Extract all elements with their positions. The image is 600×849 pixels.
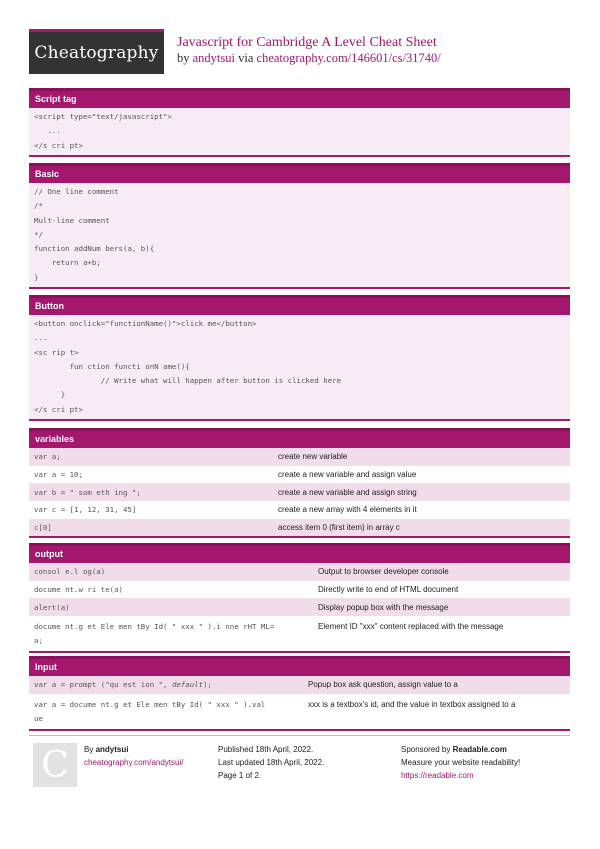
author-avatar[interactable]: C [33,743,77,787]
section-body [29,315,570,421]
description-cell: create a new variable and assign string [278,487,417,497]
code-line: <button onclick="functionName()">click me</button> [34,319,257,328]
by-label: By [84,745,94,754]
code-line: ... [34,126,61,136]
author-link[interactable]: andytsui [192,51,235,65]
table-row [29,519,570,537]
code-line: <script type="text/javascript"> [34,112,172,121]
sponsor-name[interactable]: Readable.com [452,745,507,754]
sponsor-tagline: Measure your website readability! [401,758,521,767]
table-row [29,581,570,599]
section-title: variables [29,428,570,448]
code-line: } [34,272,39,282]
page-number: Page 1 of 2. [218,771,262,780]
section-body [29,448,570,538]
description-cell: create new variable [278,452,348,462]
code-cell: docume nt.w ri te(a) [34,585,123,595]
section-title: Input [29,656,570,676]
table-row [29,694,570,729]
code-cell: var b = " som eth ing "; [34,487,141,497]
footer-author [84,743,183,769]
code-line: return a+b; [34,258,101,268]
via-label: via [238,51,254,65]
code-line: <sc rip t> [34,347,79,357]
code-line: function addNum bers(a, b){ [34,244,155,254]
section-button [29,295,570,421]
footer-sponsor [401,743,520,782]
footer-author-name[interactable]: andytsui [95,745,129,754]
section-body [29,563,570,653]
description-cell: Element ID "xxx" content replaced with the message [318,622,504,632]
description-cell: Popup box ask question, assign value to a [308,680,458,690]
code-cell: var a = docume nt.g et Ele men tBy Id( " xxx " ).val ue [34,699,266,723]
description-cell: Display popup box with the message [318,602,449,612]
table-row [29,616,570,651]
table-row [29,483,570,501]
section-body [29,676,570,731]
section-title: Script tag [29,88,570,108]
code-cell: var c = [1, 12, 31, 45] [34,505,137,515]
footer-author-link[interactable]: cheatography.com/andytsui/ [84,758,184,767]
table-row [29,466,570,484]
page-title: Javascript for Cambridge A Level Cheat Sheet [177,35,437,50]
footer [29,735,570,796]
code-cell: consol e.l og(a) [34,567,106,577]
code-cell: docume nt.g et Ele men tBy Id( " xxx " ).i nne rHT ML= a; [34,622,275,646]
code-line: // One line comment [34,187,119,196]
code-cell: var a = 10; [34,470,83,480]
code-line: ... [34,333,48,343]
description-cell: Directly write to end of HTML document [318,585,459,595]
section-variables [29,428,570,538]
sheet-url-link[interactable]: cheatography.com/146601/cs/31740/ [256,51,441,65]
code-cell [29,680,308,689]
updated-date: Last updated 18th April, 2022. [218,758,325,767]
table-row [29,563,570,581]
code-line: } [34,390,66,400]
section-input [29,656,570,731]
footer-dates [218,743,324,782]
code-text: var a = prompt ("qu est ion ", [34,680,172,690]
section-script-tag [29,88,570,157]
code-line: */ [34,229,43,239]
code-line: fun ction functi onN ame(){ [34,361,190,371]
table-row [29,501,570,519]
code-cell: var a; [34,452,61,462]
code-cell: alert(a) [34,602,70,612]
header [29,29,570,75]
table-row [29,448,570,466]
description-cell: access item 0 (first item) in array c [278,523,400,533]
sponsor-link[interactable]: https://readable.com [401,771,474,780]
section-title: Basic [29,163,570,183]
description-cell: Output to browser developer console [318,567,449,577]
table-row [29,598,570,616]
code-line: /* [34,201,43,211]
code-line: // Write what will happen after button is clicked here [34,376,342,386]
section-basic [29,163,570,289]
description-cell: create a new variable and assign value [278,470,417,480]
by-label: by [177,51,190,65]
section-title: Button [29,295,570,315]
sponsor-label: Sponsored by [401,745,451,754]
description-cell: xxx is a textbox's id, and the value in textbox assigned to a [308,699,516,709]
code-line: Mult-line comment [34,215,110,225]
code-line: </s cri pt> [34,140,83,150]
code-cell: c[0] [34,523,52,533]
code-text: ); [203,680,212,690]
published-date: Published 18th April, 2022. [218,745,314,754]
section-body [29,108,570,157]
cheatography-logo[interactable]: Cheatography [29,29,164,74]
code-line: </s cri pt> [34,404,83,414]
table-row [29,676,570,694]
code-param: default [171,680,204,690]
section-output [29,543,570,653]
section-body [29,183,570,289]
section-title: output [29,543,570,563]
byline [177,51,441,66]
description-cell: create a new array with 4 elements in it [278,505,417,515]
